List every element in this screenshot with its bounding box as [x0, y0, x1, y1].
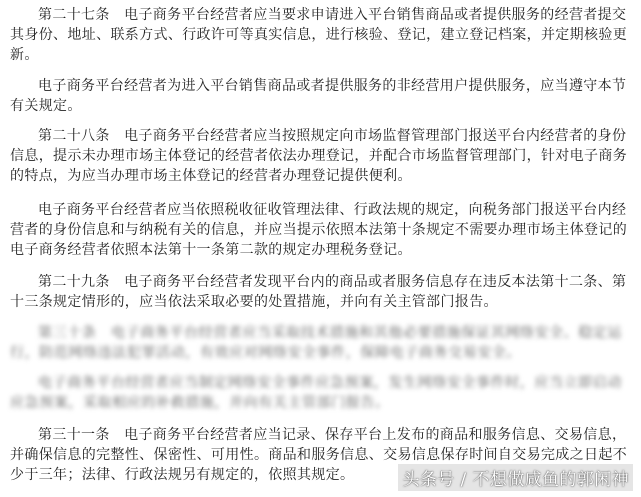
text-line: 第二十九条 电子商务平台经营者发现平台内的商品或者服务信息存在违反本法第十二条、第 — [38, 274, 627, 290]
article-30-paragraph-blurred — [10, 323, 630, 363]
text-line: 并确保信息的完整性、保密性、可用性。商品和服务信息、交易信息保存时间自交易完成之日起不 — [10, 447, 628, 463]
tax-registration-paragraph — [10, 200, 630, 260]
text-line: 电子商务平台经营者应当制定网络安全事件应急预案，发生网络安全事件时，应当立即启动 — [38, 375, 622, 391]
text-line: 新。 — [10, 47, 39, 63]
security-emergency-paragraph-blurred — [10, 373, 630, 413]
text-line: 的特点，为应当办理市场主体登记的经营者办理登记提供便利。 — [10, 168, 412, 184]
article-27-paragraph — [10, 5, 630, 65]
text-line: 信息，提示未办理市场主体登记的经营者依法办理登记，并配合市场监督管理部门，针对电子商务 — [10, 148, 628, 164]
text-line: 第二十八条 电子商务平台经营者应当按照规定向市场监督管理部门报送平台内经营者的身份 — [38, 128, 627, 144]
text-line: 十三条规定情形的，应当依法采取必要的处置措施，并向有关主管部门报告。 — [10, 294, 498, 310]
non-operator-users-paragraph — [10, 76, 630, 116]
text-line: 应急预案，采取相应的补救措施，并向有关主管部门报告。 — [10, 395, 390, 411]
text-line: 第二十七条 电子商务平台经营者应当要求申请进入平台销售商品或者提供服务的经营者提交 — [38, 7, 627, 23]
text-line: 电子商务平台经营者应当依照税收征收管理法律、行政法规的规定，向税务部门报送平台内经 — [38, 202, 627, 218]
text-line: 行，防范网络违法犯罪活动，有效应对网络安全事件，保障电子商务交易安全。 — [10, 345, 521, 361]
text-line: 第三十一条 电子商务平台经营者应当记录、保存平台上发布的商品和服务信息、交易信息， — [38, 427, 627, 443]
text-line: 少于三年；法律、行政法规另有规定的，依照其规定。 — [10, 467, 355, 483]
article-28-paragraph — [10, 126, 630, 186]
text-line: 营者的身份信息和与纳税有关的信息，并应当提示依照本法第十条规定不需要办理市场主体登记的 — [10, 222, 628, 238]
text-line: 第三十条 电子商务平台经营者应当采取技术措施和其他必要措施保证其网络安全、稳定运 — [38, 325, 622, 341]
text-line: 电子商务经营者依照本法第十一条第二款的规定办理税务登记。 — [10, 242, 412, 258]
article-29-paragraph — [10, 272, 630, 312]
text-line: 其身份、地址、联系方式、行政许可等真实信息，进行核验、登记，建立登记档案，并定期核验更 — [10, 27, 628, 43]
text-line: 电子商务平台经营者为进入平台销售商品或者提供服务的非经营用户提供服务，应当遵守本节 — [38, 78, 627, 94]
watermark-text: 头条号 / 不想做咸鱼的郭闲神 — [398, 464, 633, 491]
text-line: 有关规定。 — [10, 98, 82, 114]
